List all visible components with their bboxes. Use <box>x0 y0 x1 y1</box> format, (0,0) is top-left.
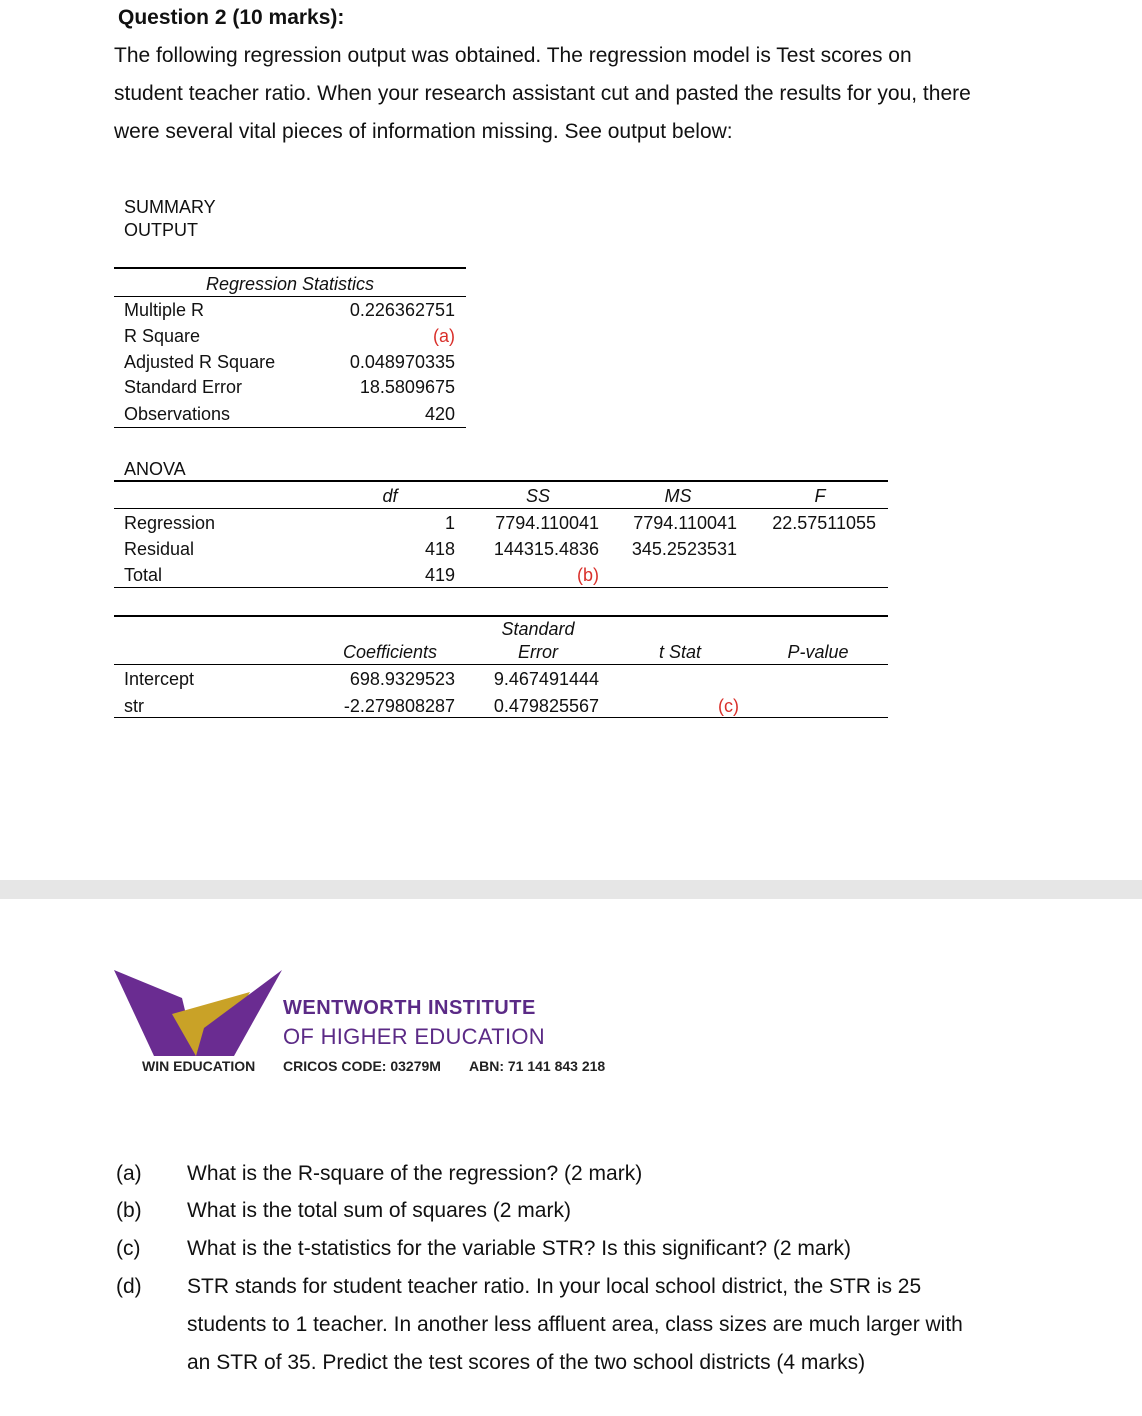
summary-label-1: SUMMARY <box>124 197 216 217</box>
question-label-d: (d) <box>116 1275 142 1298</box>
reg-stat-label: Multiple R <box>124 300 205 320</box>
reg-stats-header-rule <box>114 296 466 297</box>
question-text-d-line-1: STR stands for student teacher ratio. In your local school district, the STR is 25 <box>187 1275 922 1298</box>
reg-stat-value-missing-a: (a) <box>433 326 455 346</box>
anova-bottom-rule <box>114 587 888 588</box>
logo-name-line-1: WENTWORTH INSTITUTE <box>283 997 536 1019</box>
coef-value: 698.9329523 <box>349 669 455 689</box>
anova-row-label: Residual <box>124 539 195 559</box>
anova-df: 418 <box>424 539 455 559</box>
anova-header-ms: MS <box>664 486 692 506</box>
anova-row-label: Regression <box>124 513 216 533</box>
logo-name-line-2: OF HIGHER EDUCATION <box>283 1024 545 1049</box>
reg-stat-value: 18.5809675 <box>359 377 455 397</box>
anova-df: 419 <box>424 565 455 585</box>
reg-stat-value: 0.048970335 <box>349 352 455 372</box>
question-label-a: (a) <box>116 1162 142 1185</box>
anova-ss-missing-b: (b) <box>577 565 599 585</box>
coef-bottom-rule <box>114 717 888 718</box>
coef-header-rule <box>114 664 888 665</box>
question-text-a: What is the R-square of the regression? (2 mark) <box>187 1162 643 1185</box>
coef-se: 0.479825567 <box>493 696 599 716</box>
wentworth-logo-icon <box>112 968 284 1058</box>
intro-line-1: The following regression output was obtained. The regression model is Test scores on <box>114 44 912 67</box>
anova-ss: 7794.110041 <box>495 513 599 533</box>
reg-stats-bottom-rule <box>114 427 466 428</box>
coef-row-label: Intercept <box>124 669 195 689</box>
page-break-band <box>0 880 1142 899</box>
anova-header-df: df <box>382 486 398 506</box>
intro-line-2: student teacher ratio. When your research assistant cut and pasted the results for you, there <box>114 82 971 105</box>
question-title: Question 2 (10 marks): <box>118 6 345 29</box>
coef-tstat-missing-c: (c) <box>718 696 739 716</box>
anova-ms: 7794.110041 <box>633 513 737 533</box>
anova-title: ANOVA <box>124 459 186 479</box>
intro-line-3: were several vital pieces of information missing. See output below: <box>114 120 733 143</box>
anova-header-f: F <box>814 486 826 506</box>
anova-ss: 144315.4836 <box>493 539 599 559</box>
anova-top-rule <box>114 480 888 482</box>
anova-row-label: Total <box>124 565 163 585</box>
coef-value: -2.279808287 <box>343 696 455 716</box>
question-label-b: (b) <box>116 1199 142 1222</box>
reg-stats-top-rule <box>114 267 466 269</box>
coef-se: 9.467491444 <box>493 669 599 689</box>
coef-header-se-1: Standard <box>501 619 575 639</box>
reg-stat-label: R Square <box>124 326 201 346</box>
reg-stat-label: Observations <box>124 404 231 424</box>
anova-f: 22.57511055 <box>772 513 876 533</box>
anova-header-rule <box>114 508 888 509</box>
question-text-b: What is the total sum of squares (2 mark) <box>187 1199 571 1222</box>
reg-stat-value: 0.226362751 <box>349 300 455 320</box>
coef-top-rule <box>114 615 888 617</box>
reg-stats-header: Regression Statistics <box>205 274 375 294</box>
logo-cricos: CRICOS CODE: 03279M <box>283 1058 441 1074</box>
logo-brand: WIN EDUCATION <box>142 1058 256 1074</box>
coef-row-label: str <box>124 696 144 716</box>
anova-ms: 345.2523531 <box>631 539 737 559</box>
reg-stat-label: Standard Error <box>124 377 243 397</box>
question-text-c: What is the t-statistics for the variable STR? Is this significant? (2 mark) <box>187 1237 852 1260</box>
coef-header-coefficients: Coefficients <box>342 642 438 662</box>
question-label-c: (c) <box>116 1237 141 1260</box>
anova-header-ss: SS <box>525 486 550 506</box>
coef-header-tstat: t Stat <box>658 642 702 662</box>
logo-abn: ABN: 71 141 843 218 <box>469 1058 606 1074</box>
question-text-d-line-3: an STR of 35. Predict the test scores of the two school districts (4 marks) <box>187 1351 866 1374</box>
coef-header-pvalue: P-value <box>787 642 849 662</box>
reg-stat-value: 420 <box>424 404 455 424</box>
coef-header-se-2: Error <box>518 642 558 662</box>
reg-stat-label: Adjusted R Square <box>124 352 276 372</box>
anova-df: 1 <box>444 513 455 533</box>
question-text-d-line-2: students to 1 teacher. In another less affluent area, class sizes are much larger with <box>187 1313 963 1336</box>
summary-label-2: OUTPUT <box>124 220 198 240</box>
